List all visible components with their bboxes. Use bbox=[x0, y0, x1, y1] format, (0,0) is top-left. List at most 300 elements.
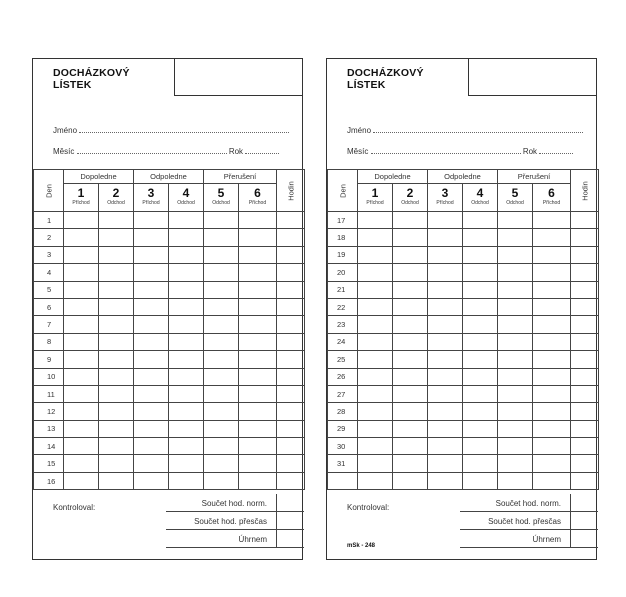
time-cell[interactable] bbox=[358, 281, 393, 298]
time-cell[interactable] bbox=[533, 403, 571, 420]
time-cell[interactable] bbox=[64, 264, 99, 281]
time-cell[interactable] bbox=[533, 298, 571, 315]
time-cell[interactable] bbox=[498, 403, 533, 420]
day-number: 28 bbox=[328, 403, 358, 420]
year-label: Rok bbox=[522, 147, 538, 156]
table-row bbox=[328, 264, 599, 281]
time-cell[interactable] bbox=[498, 420, 533, 437]
group-break: Přerušení bbox=[498, 170, 571, 184]
time-cell[interactable] bbox=[393, 333, 428, 350]
hours-cell[interactable] bbox=[571, 298, 599, 315]
attendance-card-right bbox=[326, 58, 597, 560]
day-number: 30 bbox=[328, 438, 358, 455]
hours-cell[interactable] bbox=[571, 212, 599, 229]
time-cell[interactable] bbox=[64, 368, 99, 385]
time-cell[interactable] bbox=[463, 212, 498, 229]
time-cell[interactable] bbox=[239, 403, 277, 420]
time-cell[interactable] bbox=[169, 264, 204, 281]
time-cell[interactable] bbox=[204, 229, 239, 246]
time-cell[interactable] bbox=[498, 298, 533, 315]
time-cell[interactable] bbox=[169, 455, 204, 472]
table-row bbox=[328, 438, 599, 455]
time-cell[interactable] bbox=[428, 368, 463, 385]
table-row bbox=[328, 316, 599, 333]
hours-cell[interactable] bbox=[571, 246, 599, 263]
time-cell[interactable] bbox=[99, 333, 134, 350]
hours-cell[interactable] bbox=[277, 264, 305, 281]
time-cell[interactable] bbox=[498, 212, 533, 229]
time-cell[interactable] bbox=[428, 229, 463, 246]
hours-header: Hodin bbox=[571, 170, 599, 212]
col-6-header: 6 Příchod bbox=[533, 184, 571, 212]
time-cell[interactable] bbox=[428, 246, 463, 263]
title-box bbox=[468, 59, 597, 96]
time-cell[interactable] bbox=[169, 368, 204, 385]
time-cell[interactable] bbox=[463, 385, 498, 402]
col-2-header: 2 Odchod bbox=[99, 184, 134, 212]
day-number: 27 bbox=[328, 385, 358, 402]
time-cell[interactable] bbox=[463, 351, 498, 368]
time-cell[interactable] bbox=[239, 298, 277, 315]
hours-cell[interactable] bbox=[277, 455, 305, 472]
time-cell[interactable] bbox=[239, 281, 277, 298]
sum-norm-cell[interactable] bbox=[276, 494, 304, 512]
time-cell[interactable] bbox=[463, 246, 498, 263]
hours-cell[interactable] bbox=[277, 438, 305, 455]
total-row bbox=[166, 530, 304, 548]
table-row bbox=[328, 368, 599, 385]
time-cell[interactable] bbox=[533, 316, 571, 333]
time-cell[interactable] bbox=[358, 351, 393, 368]
time-cell[interactable] bbox=[64, 333, 99, 350]
time-cell[interactable] bbox=[498, 368, 533, 385]
day-number: 7 bbox=[34, 316, 64, 333]
time-cell[interactable] bbox=[169, 298, 204, 315]
time-cell[interactable] bbox=[533, 333, 571, 350]
time-cell[interactable] bbox=[393, 246, 428, 263]
time-cell[interactable] bbox=[204, 420, 239, 437]
time-cell[interactable] bbox=[64, 438, 99, 455]
time-cell[interactable] bbox=[99, 455, 134, 472]
time-cell[interactable] bbox=[393, 351, 428, 368]
time-cell[interactable] bbox=[99, 368, 134, 385]
time-cell[interactable] bbox=[204, 246, 239, 263]
table-row bbox=[34, 472, 305, 489]
time-cell[interactable] bbox=[358, 472, 393, 489]
time-cell[interactable] bbox=[463, 438, 498, 455]
hours-cell[interactable] bbox=[277, 333, 305, 350]
time-cell[interactable] bbox=[358, 420, 393, 437]
name-field[interactable] bbox=[53, 126, 289, 135]
time-cell[interactable] bbox=[169, 403, 204, 420]
time-cell[interactable] bbox=[134, 472, 169, 489]
hours-header: Hodin bbox=[277, 170, 305, 212]
hours-cell[interactable] bbox=[571, 455, 599, 472]
time-cell[interactable] bbox=[463, 472, 498, 489]
time-cell[interactable] bbox=[428, 316, 463, 333]
time-cell[interactable] bbox=[463, 368, 498, 385]
time-cell[interactable] bbox=[204, 316, 239, 333]
time-cell[interactable] bbox=[204, 385, 239, 402]
day-number: 23 bbox=[328, 316, 358, 333]
day-number: 25 bbox=[328, 351, 358, 368]
col-5-header: 5 Odchod bbox=[204, 184, 239, 212]
time-cell[interactable] bbox=[428, 403, 463, 420]
hours-cell[interactable] bbox=[571, 403, 599, 420]
time-cell[interactable] bbox=[498, 264, 533, 281]
sum-overtime-label: Součet hod. přesčas bbox=[194, 517, 267, 526]
col-6-header: 6 Příchod bbox=[239, 184, 277, 212]
time-cell[interactable] bbox=[533, 212, 571, 229]
time-cell[interactable] bbox=[393, 455, 428, 472]
time-cell[interactable] bbox=[393, 403, 428, 420]
time-cell[interactable] bbox=[463, 298, 498, 315]
table-row bbox=[328, 455, 599, 472]
sum-norm-label: Součet hod. norm. bbox=[495, 499, 561, 508]
hours-cell[interactable] bbox=[571, 385, 599, 402]
time-cell[interactable] bbox=[134, 420, 169, 437]
table-row bbox=[34, 438, 305, 455]
time-cell[interactable] bbox=[134, 264, 169, 281]
day-number: 19 bbox=[328, 246, 358, 263]
time-cell[interactable] bbox=[99, 212, 134, 229]
time-cell[interactable] bbox=[99, 264, 134, 281]
hours-cell[interactable] bbox=[277, 385, 305, 402]
time-cell[interactable] bbox=[204, 351, 239, 368]
hours-cell[interactable] bbox=[571, 368, 599, 385]
time-cell[interactable] bbox=[134, 229, 169, 246]
time-cell[interactable] bbox=[533, 455, 571, 472]
time-cell[interactable] bbox=[498, 351, 533, 368]
hours-cell[interactable] bbox=[277, 368, 305, 385]
time-cell[interactable] bbox=[64, 385, 99, 402]
total-cell[interactable] bbox=[276, 530, 304, 548]
table-row bbox=[34, 281, 305, 298]
time-cell[interactable] bbox=[533, 368, 571, 385]
time-cell[interactable] bbox=[169, 438, 204, 455]
time-cell[interactable] bbox=[498, 229, 533, 246]
day-number: 11 bbox=[34, 385, 64, 402]
time-cell[interactable] bbox=[239, 316, 277, 333]
time-cell[interactable] bbox=[463, 316, 498, 333]
day-number: 14 bbox=[34, 438, 64, 455]
time-cell[interactable] bbox=[358, 229, 393, 246]
time-cell[interactable] bbox=[393, 472, 428, 489]
time-cell[interactable] bbox=[358, 212, 393, 229]
time-cell[interactable] bbox=[239, 246, 277, 263]
time-cell[interactable] bbox=[239, 351, 277, 368]
time-cell[interactable] bbox=[239, 264, 277, 281]
total-cell[interactable] bbox=[570, 530, 598, 548]
time-cell[interactable] bbox=[169, 351, 204, 368]
time-cell[interactable] bbox=[533, 351, 571, 368]
time-cell[interactable] bbox=[134, 368, 169, 385]
time-cell[interactable] bbox=[358, 438, 393, 455]
time-cell[interactable] bbox=[463, 229, 498, 246]
table-row bbox=[34, 212, 305, 229]
hours-cell[interactable] bbox=[277, 351, 305, 368]
hours-cell[interactable] bbox=[571, 264, 599, 281]
time-cell[interactable] bbox=[169, 281, 204, 298]
time-cell[interactable] bbox=[134, 403, 169, 420]
time-cell[interactable] bbox=[428, 298, 463, 315]
time-cell[interactable] bbox=[463, 333, 498, 350]
time-cell[interactable] bbox=[498, 455, 533, 472]
time-cell[interactable] bbox=[134, 281, 169, 298]
month-year-field[interactable] bbox=[347, 147, 573, 156]
time-cell[interactable] bbox=[393, 368, 428, 385]
table-row bbox=[34, 385, 305, 402]
time-cell[interactable] bbox=[64, 403, 99, 420]
sum-overtime-cell[interactable] bbox=[570, 512, 598, 530]
table-row bbox=[328, 420, 599, 437]
month-dots bbox=[77, 147, 227, 154]
title-area bbox=[327, 59, 598, 96]
time-cell[interactable] bbox=[239, 420, 277, 437]
day-number: 20 bbox=[328, 264, 358, 281]
time-cell[interactable] bbox=[134, 212, 169, 229]
time-cell[interactable] bbox=[64, 212, 99, 229]
time-cell[interactable] bbox=[393, 385, 428, 402]
time-cell[interactable] bbox=[498, 385, 533, 402]
day-number: 6 bbox=[34, 298, 64, 315]
time-cell[interactable] bbox=[64, 351, 99, 368]
time-cell[interactable] bbox=[169, 420, 204, 437]
time-cell[interactable] bbox=[498, 472, 533, 489]
table-row bbox=[34, 420, 305, 437]
time-cell[interactable] bbox=[358, 298, 393, 315]
title-box bbox=[174, 59, 303, 96]
hours-cell[interactable] bbox=[277, 229, 305, 246]
month-year-field[interactable] bbox=[53, 147, 279, 156]
time-cell[interactable] bbox=[204, 403, 239, 420]
time-cell[interactable] bbox=[204, 281, 239, 298]
hours-cell[interactable] bbox=[277, 298, 305, 315]
day-number: 26 bbox=[328, 368, 358, 385]
time-cell[interactable] bbox=[498, 333, 533, 350]
time-cell[interactable] bbox=[358, 368, 393, 385]
time-cell[interactable] bbox=[204, 298, 239, 315]
attendance-card-left bbox=[32, 58, 303, 560]
hours-cell[interactable] bbox=[277, 246, 305, 263]
hours-cell[interactable] bbox=[571, 472, 599, 489]
time-cell[interactable] bbox=[169, 472, 204, 489]
time-cell[interactable] bbox=[99, 420, 134, 437]
time-cell[interactable] bbox=[204, 438, 239, 455]
time-cell[interactable] bbox=[358, 385, 393, 402]
time-cell[interactable] bbox=[99, 229, 134, 246]
time-cell[interactable] bbox=[64, 316, 99, 333]
time-cell[interactable] bbox=[134, 246, 169, 263]
time-cell[interactable] bbox=[169, 316, 204, 333]
time-cell[interactable] bbox=[134, 385, 169, 402]
time-cell[interactable] bbox=[358, 246, 393, 263]
hours-cell[interactable] bbox=[277, 420, 305, 437]
time-cell[interactable] bbox=[428, 351, 463, 368]
time-cell[interactable] bbox=[239, 368, 277, 385]
time-cell[interactable] bbox=[533, 472, 571, 489]
month-label: Měsíc bbox=[347, 147, 369, 156]
hours-cell[interactable] bbox=[571, 420, 599, 437]
time-cell[interactable] bbox=[134, 333, 169, 350]
time-cell[interactable] bbox=[204, 455, 239, 472]
time-cell[interactable] bbox=[204, 368, 239, 385]
time-cell[interactable] bbox=[169, 212, 204, 229]
time-cell[interactable] bbox=[169, 229, 204, 246]
name-label: Jméno bbox=[53, 126, 78, 135]
time-cell[interactable] bbox=[393, 316, 428, 333]
sum-norm-cell[interactable] bbox=[570, 494, 598, 512]
time-cell[interactable] bbox=[463, 281, 498, 298]
time-cell[interactable] bbox=[498, 246, 533, 263]
name-label: Jméno bbox=[347, 126, 372, 135]
time-cell[interactable] bbox=[99, 351, 134, 368]
time-cell[interactable] bbox=[533, 420, 571, 437]
time-cell[interactable] bbox=[393, 420, 428, 437]
table-row bbox=[328, 212, 599, 229]
time-cell[interactable] bbox=[358, 403, 393, 420]
hours-cell[interactable] bbox=[571, 229, 599, 246]
time-cell[interactable] bbox=[239, 212, 277, 229]
title-area bbox=[33, 59, 304, 96]
time-cell[interactable] bbox=[463, 420, 498, 437]
sum-norm-row bbox=[460, 494, 598, 512]
col-2-header: 2 Odchod bbox=[393, 184, 428, 212]
time-cell[interactable] bbox=[64, 281, 99, 298]
time-cell[interactable] bbox=[428, 212, 463, 229]
day-number: 2 bbox=[34, 229, 64, 246]
time-cell[interactable] bbox=[393, 229, 428, 246]
time-cell[interactable] bbox=[99, 472, 134, 489]
time-cell[interactable] bbox=[533, 229, 571, 246]
time-cell[interactable] bbox=[99, 281, 134, 298]
time-cell[interactable] bbox=[204, 264, 239, 281]
time-cell[interactable] bbox=[99, 316, 134, 333]
time-cell[interactable] bbox=[239, 472, 277, 489]
col-1-header: 1 Příchod bbox=[358, 184, 393, 212]
time-cell[interactable] bbox=[64, 472, 99, 489]
time-cell[interactable] bbox=[64, 455, 99, 472]
day-number: 29 bbox=[328, 420, 358, 437]
controlled-by-label: Kontroloval: bbox=[347, 503, 390, 512]
time-cell[interactable] bbox=[393, 298, 428, 315]
time-cell[interactable] bbox=[358, 264, 393, 281]
time-cell[interactable] bbox=[533, 264, 571, 281]
day-number: 5 bbox=[34, 281, 64, 298]
time-cell[interactable] bbox=[393, 281, 428, 298]
hours-cell[interactable] bbox=[277, 316, 305, 333]
time-cell[interactable] bbox=[428, 472, 463, 489]
time-cell[interactable] bbox=[533, 438, 571, 455]
time-cell[interactable] bbox=[239, 229, 277, 246]
day-header: Den bbox=[328, 170, 358, 212]
time-cell[interactable] bbox=[64, 229, 99, 246]
time-cell[interactable] bbox=[99, 438, 134, 455]
time-cell[interactable] bbox=[239, 385, 277, 402]
sum-overtime-row bbox=[460, 512, 598, 530]
time-cell[interactable] bbox=[358, 455, 393, 472]
hours-cell[interactable] bbox=[571, 316, 599, 333]
time-cell[interactable] bbox=[428, 438, 463, 455]
day-number: 13 bbox=[34, 420, 64, 437]
time-cell[interactable] bbox=[239, 438, 277, 455]
time-cell[interactable] bbox=[134, 298, 169, 315]
time-cell[interactable] bbox=[428, 333, 463, 350]
hours-cell[interactable] bbox=[277, 472, 305, 489]
time-cell[interactable] bbox=[428, 264, 463, 281]
col-4-header: 4 Odchod bbox=[169, 184, 204, 212]
hours-cell[interactable] bbox=[277, 403, 305, 420]
time-cell[interactable] bbox=[169, 385, 204, 402]
time-cell[interactable] bbox=[169, 246, 204, 263]
time-cell[interactable] bbox=[428, 420, 463, 437]
time-cell[interactable] bbox=[533, 385, 571, 402]
hours-cell[interactable] bbox=[277, 212, 305, 229]
time-cell[interactable] bbox=[169, 333, 204, 350]
time-cell[interactable] bbox=[64, 298, 99, 315]
time-cell[interactable] bbox=[498, 316, 533, 333]
time-cell[interactable] bbox=[358, 316, 393, 333]
col-4-header: 4 Odchod bbox=[463, 184, 498, 212]
time-cell[interactable] bbox=[498, 281, 533, 298]
day-number: 24 bbox=[328, 333, 358, 350]
time-cell[interactable] bbox=[533, 246, 571, 263]
time-cell[interactable] bbox=[134, 438, 169, 455]
hours-cell[interactable] bbox=[571, 351, 599, 368]
total-row bbox=[460, 530, 598, 548]
form-code: mSk - 248 bbox=[347, 543, 376, 549]
time-cell[interactable] bbox=[64, 420, 99, 437]
hours-cell[interactable] bbox=[571, 438, 599, 455]
time-cell[interactable] bbox=[393, 438, 428, 455]
time-cell[interactable] bbox=[533, 281, 571, 298]
time-cell[interactable] bbox=[239, 333, 277, 350]
time-cell[interactable] bbox=[463, 264, 498, 281]
time-cell[interactable] bbox=[64, 246, 99, 263]
time-cell[interactable] bbox=[204, 472, 239, 489]
table-row bbox=[328, 385, 599, 402]
time-cell[interactable] bbox=[393, 264, 428, 281]
time-cell[interactable] bbox=[134, 455, 169, 472]
time-cell[interactable] bbox=[99, 298, 134, 315]
time-cell[interactable] bbox=[204, 333, 239, 350]
sum-overtime-cell[interactable] bbox=[276, 512, 304, 530]
time-cell[interactable] bbox=[134, 316, 169, 333]
table-row bbox=[34, 368, 305, 385]
time-cell[interactable] bbox=[428, 281, 463, 298]
time-cell[interactable] bbox=[239, 455, 277, 472]
time-cell[interactable] bbox=[358, 333, 393, 350]
time-cell[interactable] bbox=[393, 212, 428, 229]
header-groups bbox=[34, 170, 305, 184]
year-dots bbox=[539, 147, 573, 154]
time-cell[interactable] bbox=[498, 438, 533, 455]
name-field[interactable] bbox=[347, 126, 583, 135]
time-cell[interactable] bbox=[204, 212, 239, 229]
time-cell[interactable] bbox=[99, 403, 134, 420]
time-cell[interactable] bbox=[134, 351, 169, 368]
hours-cell[interactable] bbox=[571, 333, 599, 350]
time-cell[interactable] bbox=[463, 403, 498, 420]
hours-cell[interactable] bbox=[571, 281, 599, 298]
time-cell[interactable] bbox=[99, 385, 134, 402]
table-row bbox=[34, 351, 305, 368]
time-cell[interactable] bbox=[428, 455, 463, 472]
time-cell[interactable] bbox=[99, 246, 134, 263]
time-cell[interactable] bbox=[428, 385, 463, 402]
time-cell[interactable] bbox=[463, 455, 498, 472]
hours-cell[interactable] bbox=[277, 281, 305, 298]
